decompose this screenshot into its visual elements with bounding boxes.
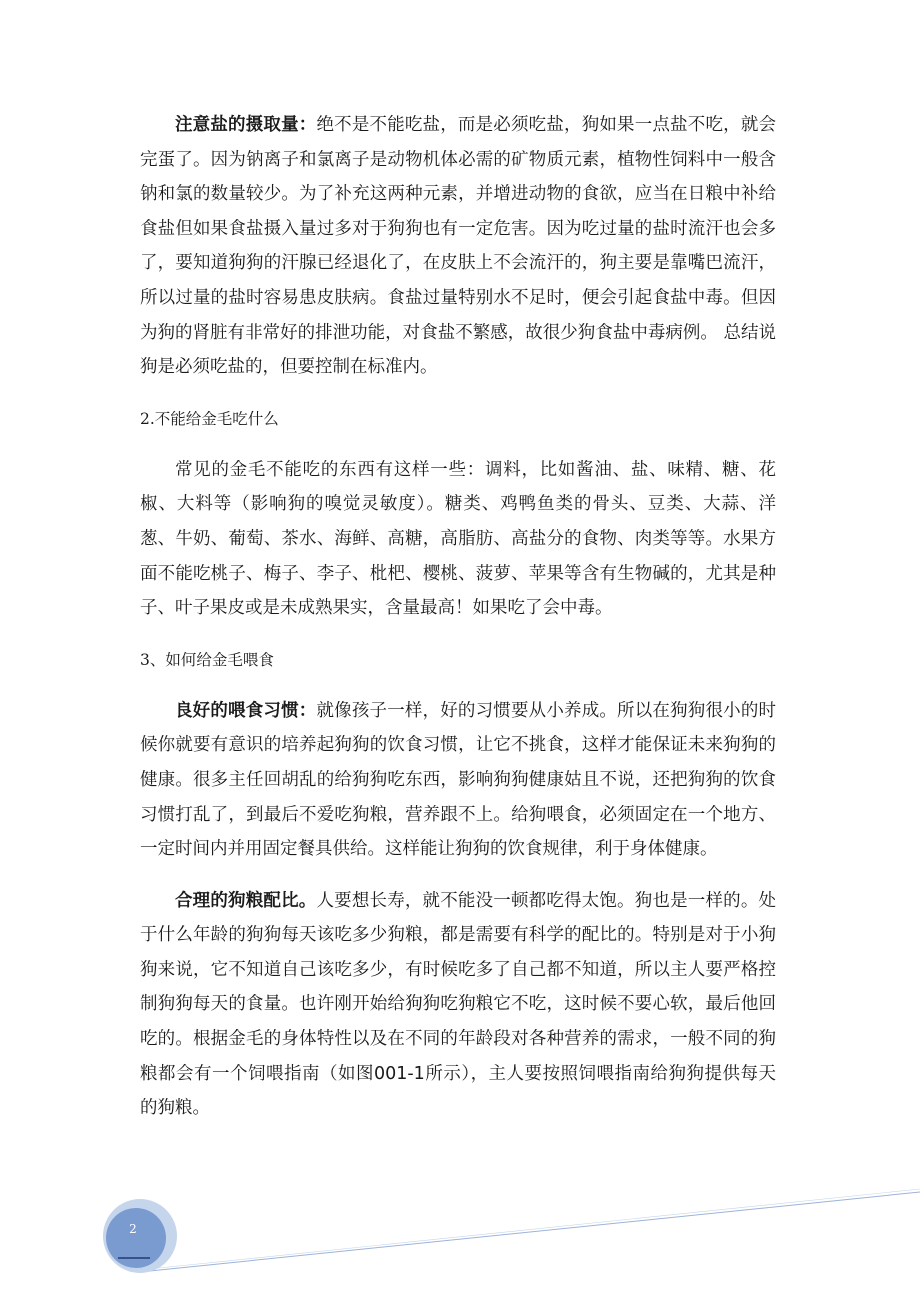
paragraph-feeding-habits (140, 694, 776, 867)
footer-curve-line (140, 1192, 920, 1272)
paragraph-lead: 良好的喂食习惯： (175, 700, 317, 721)
paragraph-text: 常见的金毛不能吃的东西有这样一些：调料，比如酱油、盐、味精、糖、花椒、大料等（影响狗的嗅觉灵敏度）。糖类、鸡鸭鱼类的骨头、豆类、大蒜、洋葱、牛奶、葡萄、茶水、海鲜、高糖，高脂肪、高盐分的食物、肉类等等。水果方面不能吃桃子、梅子、李子、枇杷、樱桃、菠萝、苹果等含有生物碱的，尤其是种子、叶子果皮或是未成熟果实，含量最高！如果吃了会中毒。 (140, 459, 776, 619)
page-number: 2 (129, 1222, 137, 1236)
section-heading-3: 3、如何给金毛喂食 (140, 650, 274, 669)
section-heading-2: 2.不能给金毛吃什么 (140, 409, 279, 428)
document-body (140, 108, 776, 1143)
paragraph-lead: 注意盐的摄取量： (175, 115, 317, 135)
paragraph-forbidden-foods (140, 453, 776, 626)
paragraph-text: 人要想长寿，就不能没一顿都吃得太饱。狗也是一样的。处于什么年龄的狗狗每天该吃多少狗粮，都是需要有科学的配比的。特别是对于小狗狗来说，它不知道自己该吃多少，有时候吃多了自己都不知道，所以主人要严格控制狗狗每天的食量。也许刚开始给狗狗吃狗粮它不吃，这时候不要心软，最后他回吃的。根据金毛的身体特性以及在不同的年龄段对各种营养的需求，一般不同的狗粮都会有一个饲喂指南（如图 (140, 890, 777, 1084)
figure-reference: 001-1 (373, 1063, 425, 1084)
paragraph-text: 就像孩子一样，好的习惯要从小养成。所以在狗狗很小的时候你就要有意识的培养起狗狗的饮食习惯，让它不挑食，这样才能保证未来狗狗的健康。很多主任回胡乱的给狗狗吃东西，影响狗狗健康姑且不说，还把狗狗的饮食习惯打乱了，到最后不爱吃狗粮，营养跟不上。给狗喂食，必须固定在一个地方、一定时间内并用固定餐具供给。这样能让狗狗的饮食规律，利于身体健康。 (140, 700, 777, 860)
footer-curve-line-2 (140, 1189, 920, 1270)
paragraph-tail: 所示），主人要按照饲喂指南给狗狗提供每天的狗粮。 (140, 1063, 777, 1119)
paragraph-text: 绝不是不能吃盐，而是必须吃盐，狗如果一点盐不吃，就会完蛋了。因为钠离子和氯离子是动物机体必需的矿物质元素，植物性饲料中一般含钠和氯的数量较少。为了补充这两种元素，并增进动物的食欲，应当在日粮中补给食盐但如果食盐摄入量过多对于狗狗也有一定危害。因为吃过量的盐时流汗也会多了，要知道狗狗的汗腺已经退化了，在皮肤上不会流汗的，狗主要是靠嘴巴流汗，所以过量的盐时容易患皮肤病。食盐过量特别水不足时，便会引起食盐中毒。但因为狗的肾脏有非常好的排泄功能，对食盐不繁感，故很少狗食盐中毒病例。 总结说狗是必须吃盐的，但要控制在标准内。 (140, 115, 777, 378)
page-number-inner-circle (106, 1208, 166, 1268)
paragraph-lead: 合理的狗粮配比。 (175, 890, 317, 911)
paragraph-salt (140, 108, 776, 385)
paragraph-food-ratio (140, 884, 776, 1126)
